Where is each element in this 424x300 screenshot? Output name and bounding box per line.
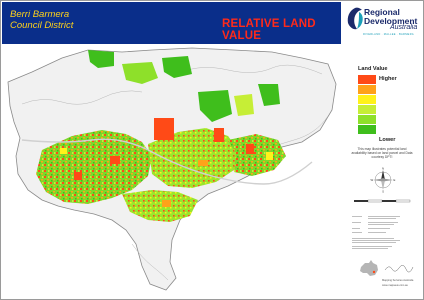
rda-logo xyxy=(344,4,420,46)
metadata-lines xyxy=(352,214,416,254)
footer-org: Mapping Services Australia xyxy=(382,279,414,282)
legend-swatch xyxy=(358,85,376,94)
header-banner xyxy=(2,2,341,44)
compass-west-label: W xyxy=(370,178,374,182)
legend-low-label: Lower xyxy=(379,137,396,143)
map-metadata xyxy=(352,214,416,254)
high-value-cluster-3 xyxy=(246,144,254,154)
logo-name-line-3: Australia xyxy=(390,24,418,31)
high-value-cluster-4 xyxy=(110,156,120,164)
footer xyxy=(352,257,416,297)
mid-value-cluster-4 xyxy=(60,148,67,154)
logo-name-line-2: Development xyxy=(364,16,418,26)
logo-name-line-1: Regional xyxy=(364,7,400,17)
high-value-cluster-5 xyxy=(74,172,82,180)
compass-north-label: N xyxy=(381,166,385,171)
legend-swatch xyxy=(358,125,376,134)
district-line-1: Berri Barmera xyxy=(10,9,70,20)
map-note: This map illustrates potential land availability based on land parcel and Data courtesy DPTI xyxy=(351,147,413,159)
high-value-cluster-2 xyxy=(214,128,224,142)
compass-east-label: E xyxy=(393,178,396,182)
legend-swatch xyxy=(358,95,376,104)
legend-swatch xyxy=(358,75,376,84)
scale-bar xyxy=(352,197,412,207)
mid-value-cluster-1 xyxy=(162,200,171,207)
district-name xyxy=(10,9,73,31)
legend-swatch xyxy=(358,115,376,124)
district-line-2: Council District xyxy=(10,20,74,31)
legend-swatch xyxy=(358,105,376,114)
settlement-area-east xyxy=(228,134,286,176)
legend-high-label: Higher xyxy=(379,76,397,82)
logo-tagline: RIVERLAND · MALLEE · BARMERA xyxy=(363,33,414,36)
land-value-map xyxy=(2,44,341,298)
rda-emblem-icon xyxy=(345,7,365,31)
compass-south-label: S xyxy=(382,189,384,194)
map-title: RELATIVE LAND VALUE xyxy=(222,18,316,42)
mid-value-cluster-2 xyxy=(198,160,208,166)
legend-title: Land Value xyxy=(358,66,388,72)
signature-mark xyxy=(384,263,414,273)
australia-map-icon xyxy=(358,259,380,279)
mid-value-cluster-3 xyxy=(266,152,273,160)
north-arrow-icon xyxy=(371,167,395,193)
footer-website: www.mapsaus.com.au xyxy=(382,284,408,287)
high-value-cluster-1 xyxy=(154,118,174,140)
